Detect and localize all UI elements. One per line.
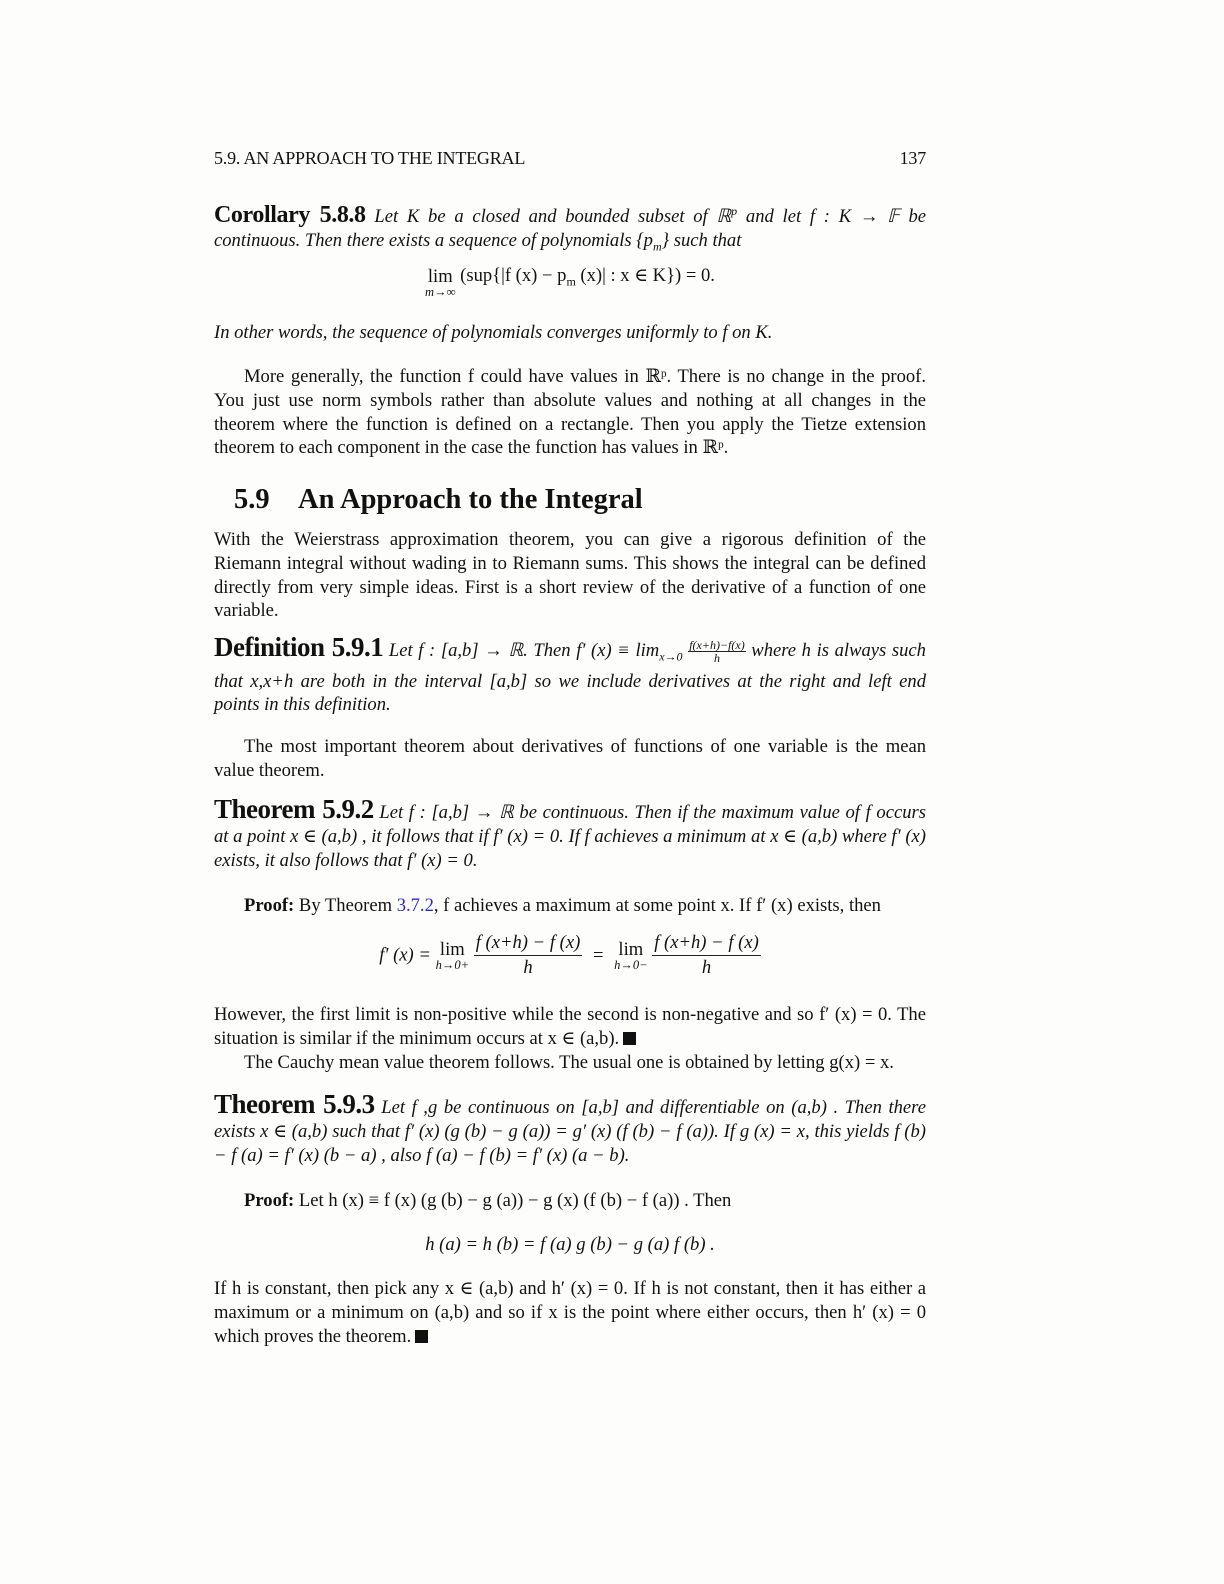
corollary-conclusion: In other words, the sequence of polynomials converges uniformly to f on K. <box>214 322 773 343</box>
cauchy-remark: The Cauchy mean value theorem follows. The usual one is obtained by letting g(x) = x. <box>244 1052 894 1073</box>
section-heading <box>234 484 946 516</box>
lim-text: lim <box>439 938 465 960</box>
definition-fraction <box>688 639 746 664</box>
theorem-5-9-2-block <box>214 794 926 872</box>
lim-text: lim <box>427 266 453 287</box>
theorem-3-7-2-link[interactable]: 3.7.2 <box>396 895 434 916</box>
proof-label: Proof: <box>244 1190 295 1211</box>
qed-square-icon <box>415 1330 428 1343</box>
theorem-5-9-2-label: Theorem 5.9.2 <box>214 794 374 824</box>
definition-text-b: where h is always such that x,x+h are both in the interval [a,b] so we include derivatives at the right and left end points in this definition. <box>214 640 926 716</box>
theorem-5-9-3-label: Theorem 5.9.3 <box>214 1089 375 1119</box>
lim-text: lim <box>618 938 644 960</box>
corollary-text-1: Let K be a closed and bounded subset of ℝ <box>374 206 732 228</box>
equation-body-1: (sup{|f (x) − p <box>460 264 567 286</box>
theorem-5-9-3-proof-intro <box>214 1189 926 1213</box>
superscript-p: p <box>731 204 738 218</box>
limit-left <box>614 938 648 972</box>
proof-text: Let h (x) ≡ f (x) (g (b) − g (a)) − g (x) (f (b) − f (a)) . Then <box>294 1190 732 1211</box>
definition-block <box>214 632 926 717</box>
equation-body-2: (x)| : x ∈ K}) = 0. <box>575 264 715 286</box>
lim-subscript: m→∞ <box>425 285 456 299</box>
theorem-5-9-3-block <box>214 1089 926 1167</box>
corollary-text-2: and let f : K → 𝔽 be <box>737 206 926 228</box>
definition-lim-subscript: x→0 <box>659 649 683 664</box>
corollary-equation-body <box>460 264 715 289</box>
theorem-5-9-3-proof-conclusion <box>214 1277 926 1348</box>
equation-lhs: f′ (x) = <box>379 944 436 966</box>
theorem-5-9-2-proof-conclusion <box>214 1003 926 1051</box>
theorem-5-9-2-statement: Let f : [a,b] → ℝ be continuous. Then if the maximum value of f occurs at a point x ∈ (a,b) , it follows that if f′ (x) = 0. If f achieves a minimum at x ∈ (a,b) where f′ (x) exists, it also follows that f′ (x) = 0. <box>214 802 926 871</box>
theorem-5-9-2-proof-intro <box>214 894 926 918</box>
limit-right <box>435 938 470 972</box>
running-header-section: 5.9. AN APPROACH TO THE INTEGRAL <box>214 148 526 168</box>
limit-operator <box>425 268 455 298</box>
qed-square-icon <box>623 1032 636 1045</box>
equation-subscript-m: m <box>566 274 576 289</box>
proof-text-b: , f achieves a maximum at some point x. If f′ (x) exists, then <box>433 895 881 916</box>
h-equation: h (a) = h (b) = f (a) g (b) − g (a) f (b) . <box>425 1234 715 1255</box>
denominator: h <box>701 957 712 978</box>
corollary-text-4: } such that <box>661 229 742 251</box>
lim-subscript: h→0− <box>614 957 648 972</box>
corollary-label: Corollary 5.8.8 <box>214 202 366 229</box>
theorem-5-9-3-statement: Let f ,g be continuous on [a,b] and differentiable on (a,b) . Then there exists x ∈ (a,b) such that f′ (x) (g (b) − g (a)) = g′ (x) (f (b) − f (a)). If g (x) = x, this yields f (b) − f (a) = f′ (x) (b − a) , also f (a) − f (b) = f′ (x) (a − b). <box>214 1097 926 1166</box>
proof-conclusion-text: However, the first limit is non-positive while the second is non-negative and so f′ (x) = 0. The situation is similar if the minimum occurs at x ∈ (a,b). <box>214 1004 926 1049</box>
definition-text-a: Let f : [a,b] → ℝ. Then f′ (x) ≡ lim <box>388 640 660 661</box>
corollary-block <box>214 200 926 260</box>
equals-sign: = <box>592 944 604 966</box>
proof-label: Proof: <box>244 895 295 916</box>
numerator: f (x+h) − f (x) <box>652 932 761 956</box>
proof-conclusion-text: If h is constant, then pick any x ∈ (a,b) and h′ (x) = 0. If h is not constant, then it has either a maximum or a minimum on (a,b) and so if x is the point where either occurs, then h′ (x) = 0 which proves the theorem. <box>214 1278 926 1347</box>
lim-subscript: h→0+ <box>435 957 470 972</box>
definition-label: Definition 5.9.1 <box>214 632 384 662</box>
section-number: 5.9 <box>234 484 270 515</box>
corollary-equation <box>214 264 926 299</box>
difference-quotient-2 <box>652 932 761 979</box>
numerator: f (x+h) − f (x) <box>474 932 583 956</box>
section-title: An Approach to the Integral <box>298 484 643 515</box>
mvt-paragraph: The most important theorem about derivatives of functions of one variable is the mean value theorem. <box>214 736 926 781</box>
difference-quotient-1 <box>474 932 583 979</box>
intro-paragraph: With the Weierstrass approximation theorem, you can give a rigorous definition of the Riemann integral without wading in to Riemann sums. This shows the integral can be defined directly from very simple ideas. First is a short review of the derivative of a function of one variable. <box>214 529 926 622</box>
subscript-m: m <box>652 239 662 254</box>
corollary-text-3: continuous. Then there exists a sequence of polynomials {p <box>214 229 653 251</box>
generalization-paragraph: More generally, the function f could have values in ℝᵖ. There is no change in the proof. You just use norm symbols rather than absolute values and nothing at all changes in the theorem where the function is defined on a rectangle. Then you apply the Tietze extension theorem to each component in the case the function has values in ℝᵖ. <box>214 366 926 459</box>
fraction-numerator: f(x+h)−f(x) <box>689 638 745 653</box>
proof-text-a: By Theorem <box>294 895 397 916</box>
page-number: 137 <box>899 148 926 168</box>
fraction-denominator: h <box>713 651 720 666</box>
denominator: h <box>523 957 533 978</box>
derivative-equation <box>214 932 926 979</box>
running-header <box>214 148 926 169</box>
